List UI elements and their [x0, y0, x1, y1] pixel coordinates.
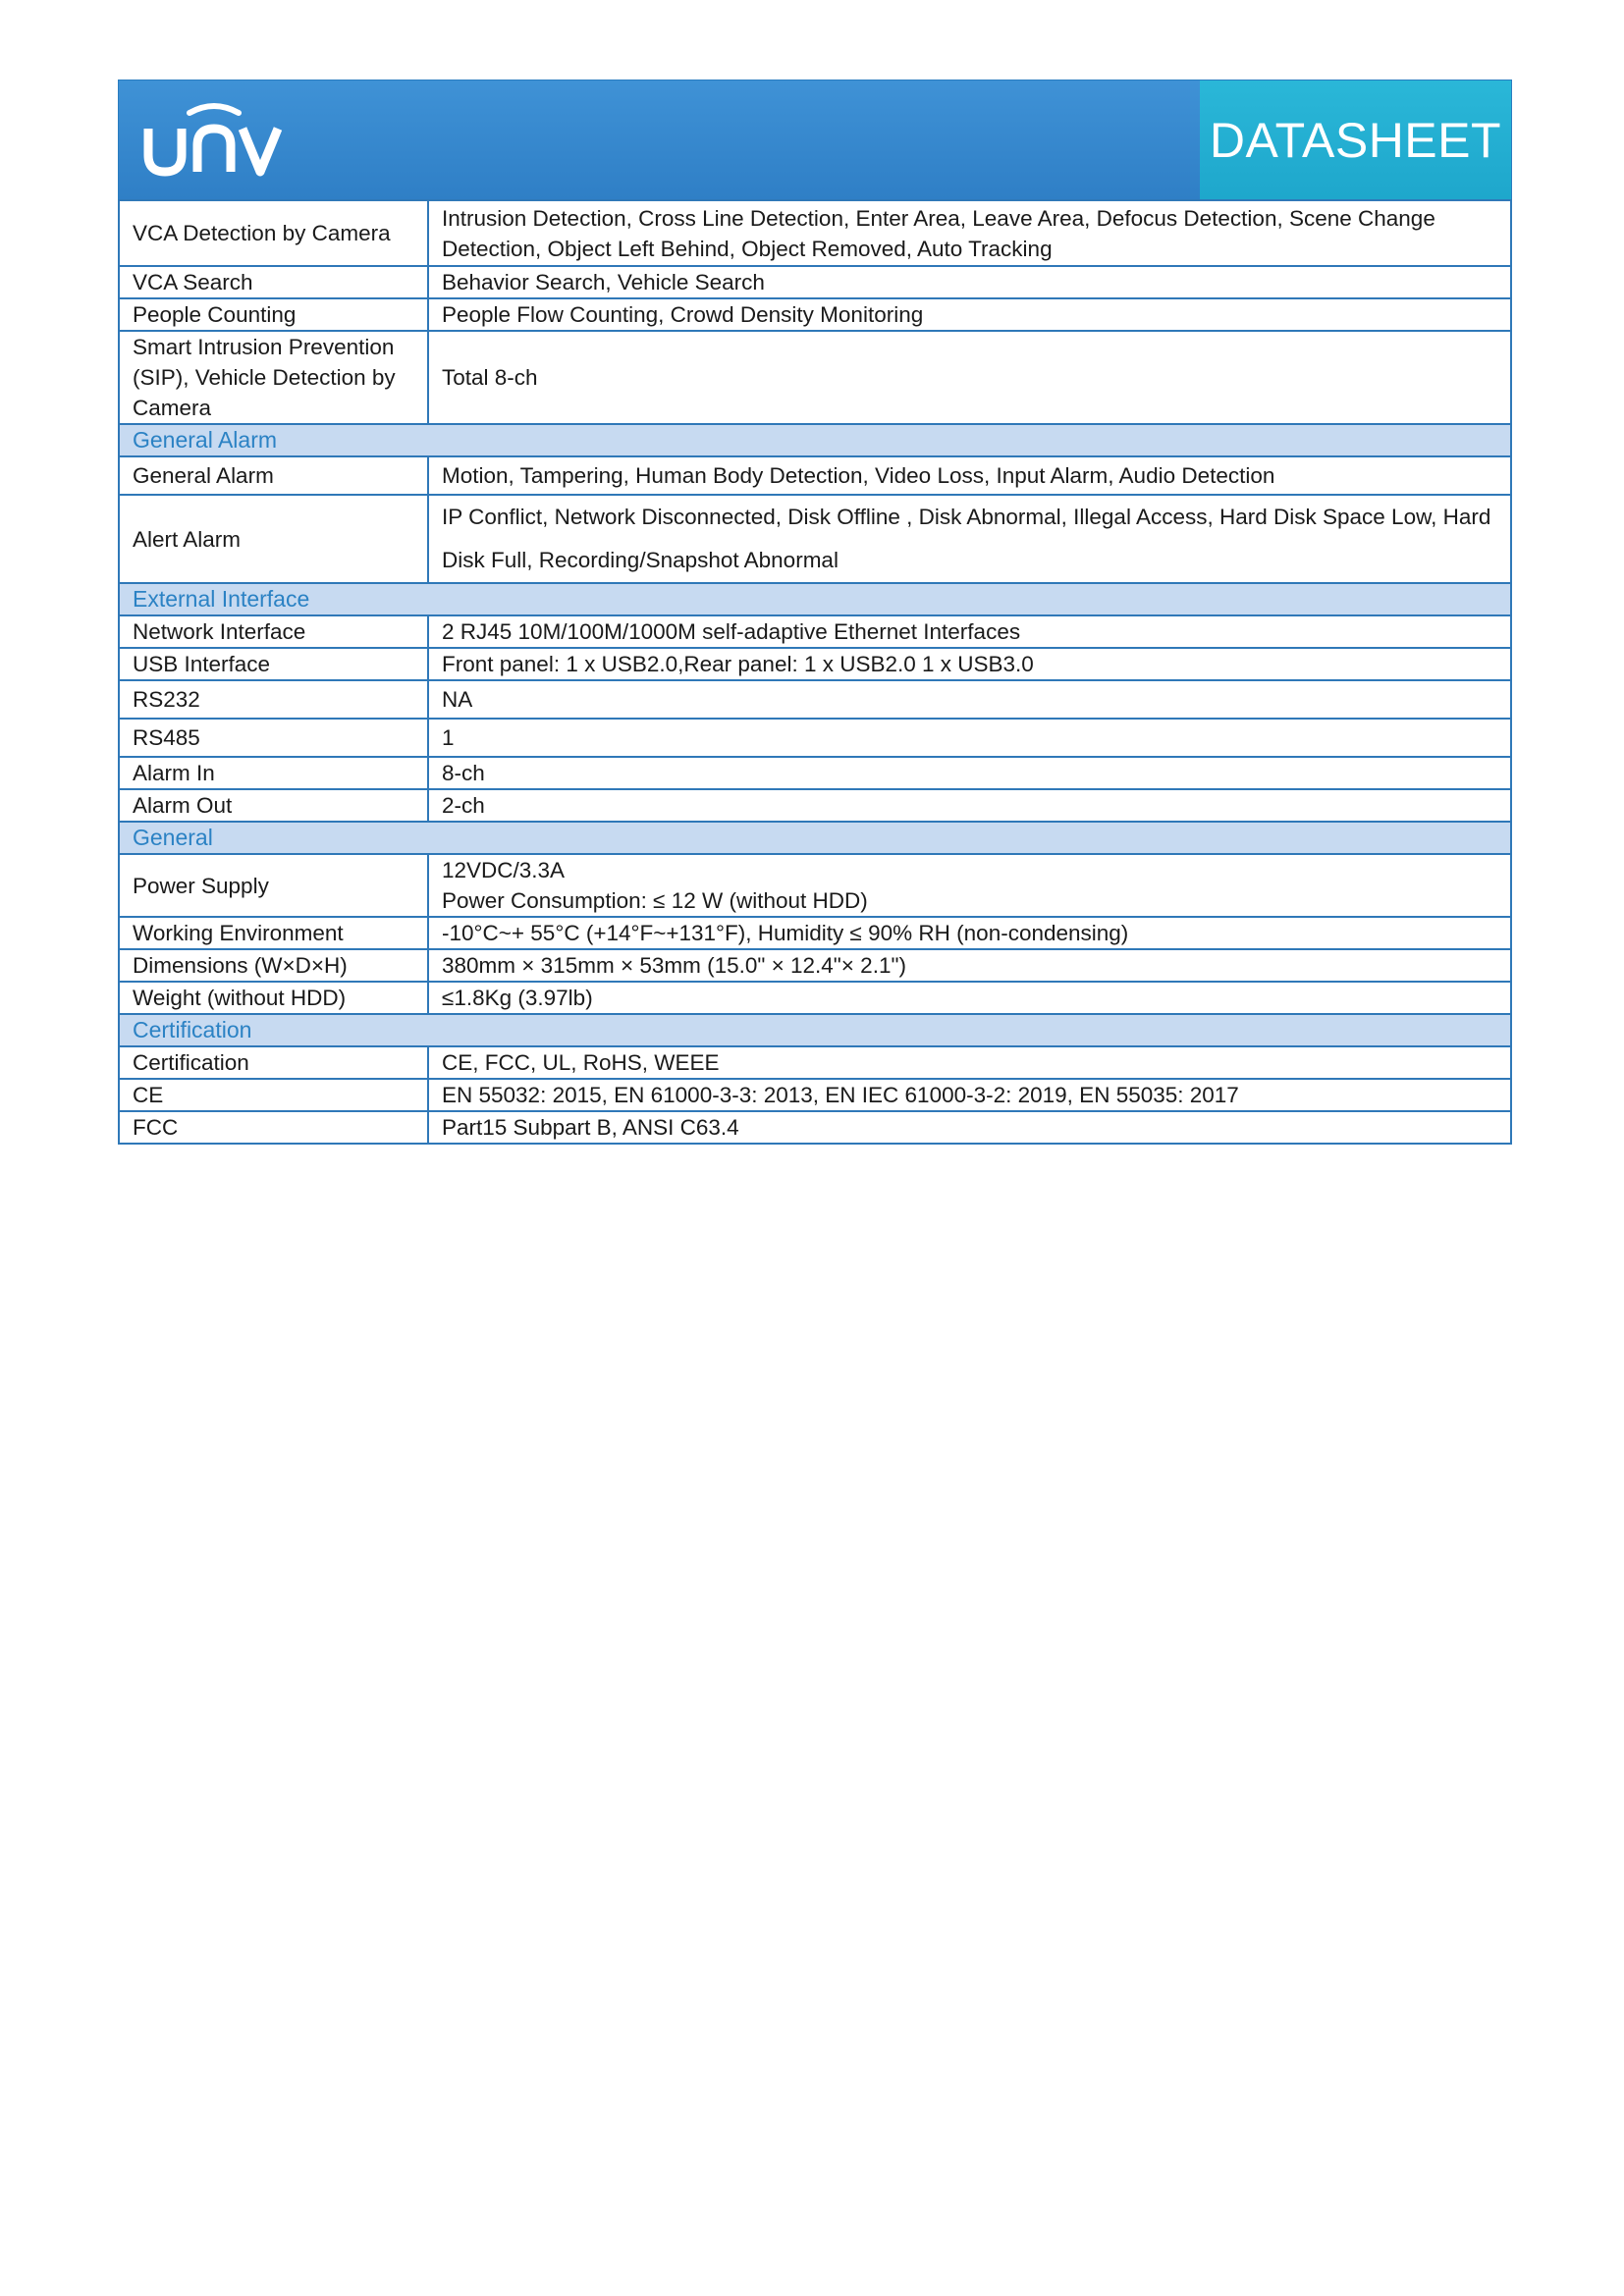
spec-label: Power Supply	[119, 854, 428, 917]
spec-value	[428, 917, 1511, 949]
spec-value	[428, 615, 1511, 648]
spec-value	[428, 266, 1511, 298]
spec-label: Working Environment	[119, 917, 428, 949]
spec-label: CE	[119, 1079, 428, 1111]
spec-value-line: 380mm × 315mm × 53mm (15.0" × 12.4"× 2.1")	[442, 953, 906, 978]
spec-label: Dimensions (W×D×H)	[119, 949, 428, 982]
spec-value-line: 1	[442, 725, 455, 750]
section-title: General Alarm	[119, 424, 1511, 456]
spec-value	[428, 298, 1511, 331]
spec-row	[119, 1079, 1511, 1111]
spec-value-line: People Flow Counting, Crowd Density Monitoring	[442, 302, 924, 327]
spec-row	[119, 854, 1511, 917]
spec-value-line: Behavior Search, Vehicle Search	[442, 270, 765, 294]
section-header-row	[119, 822, 1511, 854]
spec-value	[428, 854, 1511, 917]
spec-label: Smart Intrusion Prevention (SIP), Vehicle Detection by Camera	[119, 331, 428, 424]
spec-value-line: 12VDC/3.3A	[442, 858, 566, 882]
spec-value-line: ≤1.8Kg (3.97lb)	[442, 986, 593, 1010]
spec-value	[428, 680, 1511, 719]
spec-value-line: Front panel: 1 x USB2.0,Rear panel: 1 x USB2.0 1 x USB3.0	[442, 652, 1034, 676]
spec-row	[119, 495, 1511, 583]
section-title: General	[119, 822, 1511, 854]
spec-row	[119, 266, 1511, 298]
spec-value	[428, 200, 1511, 266]
section-header-row	[119, 1014, 1511, 1046]
header-banner	[118, 80, 1512, 199]
spec-value	[428, 982, 1511, 1014]
spec-value	[428, 1111, 1511, 1144]
spec-label: VCA Detection by Camera	[119, 200, 428, 266]
spec-value-line: NA	[442, 687, 473, 712]
spec-label: Alert Alarm	[119, 495, 428, 583]
spec-value-line: Detection, Object Left Behind, Object Removed, Auto Tracking	[442, 236, 1053, 261]
spec-label: RS485	[119, 719, 428, 757]
spec-value	[428, 495, 1511, 583]
spec-value	[428, 757, 1511, 789]
spec-value-line: Total 8-ch	[442, 365, 538, 390]
header-brand-area	[119, 80, 1200, 199]
spec-value	[428, 949, 1511, 982]
spec-row	[119, 917, 1511, 949]
spec-value-line: EN 55032: 2015, EN 61000-3-3: 2013, EN IEC 61000-3-2: 2019, EN 55035: 2017	[442, 1083, 1239, 1107]
datasheet-page	[118, 80, 1512, 1145]
spec-label: Alarm Out	[119, 789, 428, 822]
spec-label: FCC	[119, 1111, 428, 1144]
spec-value	[428, 1079, 1511, 1111]
spec-row	[119, 982, 1511, 1014]
spec-value	[428, 456, 1511, 495]
section-title: External Interface	[119, 583, 1511, 615]
spec-value	[428, 648, 1511, 680]
spec-value	[428, 331, 1511, 424]
spec-value-line: 2-ch	[442, 793, 485, 818]
spec-value-line: 2 RJ45 10M/100M/1000M self-adaptive Ethernet Interfaces	[442, 619, 1021, 644]
section-title: Certification	[119, 1014, 1511, 1046]
spec-label: Weight (without HDD)	[119, 982, 428, 1014]
spec-value-line: CE, FCC, UL, RoHS, WEEE	[442, 1050, 720, 1075]
spec-value-line: Motion, Tampering, Human Body Detection, Video Loss, Input Alarm, Audio Detection	[442, 463, 1275, 488]
spec-row	[119, 456, 1511, 495]
spec-label: VCA Search	[119, 266, 428, 298]
spec-value-line: Disk Full, Recording/Snapshot Abnormal	[442, 548, 839, 572]
spec-value-line: Intrusion Detection, Cross Line Detection, Enter Area, Leave Area, Defocus Detection, Scene Change	[442, 205, 1435, 231]
spec-value-line: -10°C~+ 55°C (+14°F~+131°F), Humidity ≤ 90% RH (non-condensing)	[442, 921, 1129, 945]
spec-label: Certification	[119, 1046, 428, 1079]
datasheet-badge-label: DATASHEET	[1209, 112, 1502, 168]
spec-row	[119, 648, 1511, 680]
spec-label: Network Interface	[119, 615, 428, 648]
spec-row	[119, 680, 1511, 719]
spec-value-line: IP Conflict, Network Disconnected, Disk Offline , Disk Abnormal, Illegal Access, Hard Disk Space Low, Hard	[442, 505, 1491, 529]
spec-row	[119, 331, 1511, 424]
spec-value	[428, 719, 1511, 757]
spec-row	[119, 757, 1511, 789]
spec-label: USB Interface	[119, 648, 428, 680]
spec-row	[119, 615, 1511, 648]
spec-row	[119, 719, 1511, 757]
spec-row	[119, 949, 1511, 982]
spec-value	[428, 1046, 1511, 1079]
spec-row	[119, 298, 1511, 331]
spec-row	[119, 789, 1511, 822]
section-header-row	[119, 583, 1511, 615]
spec-value-line: Power Consumption: ≤ 12 W (without HDD)	[442, 888, 868, 913]
spec-label: RS232	[119, 680, 428, 719]
spec-table-body	[119, 200, 1511, 1144]
spec-value-line: Part15 Subpart B, ANSI C63.4	[442, 1115, 739, 1140]
spec-row	[119, 1046, 1511, 1079]
spec-value	[428, 789, 1511, 822]
spec-row	[119, 200, 1511, 266]
spec-row	[119, 1111, 1511, 1144]
spec-label: General Alarm	[119, 456, 428, 495]
spec-label: People Counting	[119, 298, 428, 331]
spec-table	[118, 199, 1512, 1145]
spec-label: Alarm In	[119, 757, 428, 789]
section-header-row	[119, 424, 1511, 456]
spec-value-line: 8-ch	[442, 761, 485, 785]
datasheet-badge	[1200, 80, 1511, 199]
unv-logo-icon	[140, 101, 288, 180]
